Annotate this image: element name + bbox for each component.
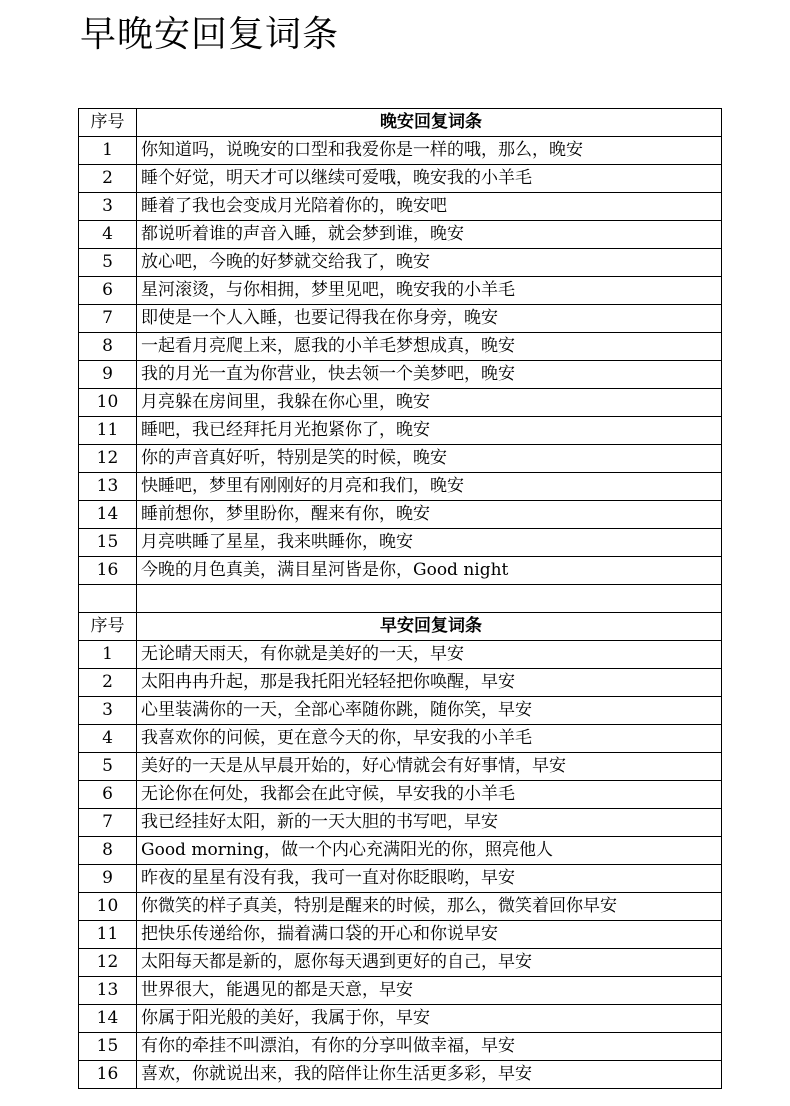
- row-text: 昨夜的星星有没有我，我可一直对你眨眼哟，早安: [137, 865, 722, 893]
- row-number: 3: [79, 193, 137, 221]
- table-row: [79, 753, 722, 781]
- table-row: [79, 977, 722, 1005]
- row-text: 放心吧，今晚的好梦就交给我了，晚安: [137, 249, 722, 277]
- page-title: 早晚安回复词条: [80, 14, 340, 55]
- index-column-header: 序号: [79, 109, 137, 137]
- row-text: Good morning，做一个内心充满阳光的你，照亮他人: [137, 837, 722, 865]
- row-text: 今晚的月色真美，满目星河皆是你，Good night: [137, 557, 722, 585]
- table-row: [79, 865, 722, 893]
- content-column-header: 晚安回复词条: [137, 109, 722, 137]
- table-row: [79, 249, 722, 277]
- table-row: [79, 221, 722, 249]
- row-number: 11: [79, 417, 137, 445]
- row-number: 9: [79, 361, 137, 389]
- table-row: [79, 473, 722, 501]
- table-row: [79, 809, 722, 837]
- row-number: 5: [79, 249, 137, 277]
- row-text: 世界很大，能遇见的都是天意，早安: [137, 977, 722, 1005]
- row-text: 把快乐传递给你，揣着满口袋的开心和你说早安: [137, 921, 722, 949]
- blank-row: [79, 585, 722, 613]
- row-number: 11: [79, 921, 137, 949]
- blank-cell: [137, 585, 722, 613]
- row-text: 月亮哄睡了星星，我来哄睡你，晚安: [137, 529, 722, 557]
- row-text: 睡个好觉，明天才可以继续可爱哦，晚安我的小羊毛: [137, 165, 722, 193]
- table-row: [79, 641, 722, 669]
- row-text: 你的声音真好听，特别是笑的时候，晚安: [137, 445, 722, 473]
- index-column-header: 序号: [79, 613, 137, 641]
- table-row: [79, 277, 722, 305]
- row-text: 我的月光一直为你营业，快去领一个美梦吧，晚安: [137, 361, 722, 389]
- row-number: 4: [79, 221, 137, 249]
- table-row: [79, 697, 722, 725]
- row-number: 13: [79, 473, 137, 501]
- row-text: 太阳冉冉升起，那是我托阳光轻轻把你唤醒，早安: [137, 669, 722, 697]
- row-number: 6: [79, 277, 137, 305]
- table-row: [79, 557, 722, 585]
- row-text: 无论你在何处，我都会在此守候，早安我的小羊毛: [137, 781, 722, 809]
- table-row: [79, 165, 722, 193]
- row-text: 喜欢，你就说出来，我的陪伴让你生活更多彩，早安: [137, 1061, 722, 1089]
- row-text: 月亮躲在房间里，我躲在你心里，晚安: [137, 389, 722, 417]
- table-row: [79, 725, 722, 753]
- row-number: 3: [79, 697, 137, 725]
- row-number: 13: [79, 977, 137, 1005]
- row-number: 5: [79, 753, 137, 781]
- row-number: 10: [79, 389, 137, 417]
- table-body: [79, 109, 722, 1089]
- row-number: 1: [79, 641, 137, 669]
- table-row: [79, 389, 722, 417]
- row-number: 8: [79, 333, 137, 361]
- table-row: [79, 137, 722, 165]
- row-text: 都说听着谁的声音入睡，就会梦到谁，晚安: [137, 221, 722, 249]
- row-text: 睡吧，我已经拜托月光抱紧你了，晚安: [137, 417, 722, 445]
- row-number: 14: [79, 501, 137, 529]
- row-text: 美好的一天是从早晨开始的，好心情就会有好事情，早安: [137, 753, 722, 781]
- row-text: 即使是一个人入睡，也要记得我在你身旁，晚安: [137, 305, 722, 333]
- row-text: 无论晴天雨天，有你就是美好的一天，早安: [137, 641, 722, 669]
- table-row: [79, 893, 722, 921]
- row-text: 星河滚烫，与你相拥，梦里见吧，晚安我的小羊毛: [137, 277, 722, 305]
- section-header-row: [79, 109, 722, 137]
- table-row: [79, 837, 722, 865]
- table-row: [79, 1061, 722, 1089]
- row-number: 2: [79, 669, 137, 697]
- row-number: 9: [79, 865, 137, 893]
- row-text: 我已经挂好太阳，新的一天大胆的书写吧，早安: [137, 809, 722, 837]
- greetings-table: [78, 108, 722, 1089]
- row-text: 我喜欢你的问候，更在意今天的你，早安我的小羊毛: [137, 725, 722, 753]
- row-number: 7: [79, 809, 137, 837]
- row-number: 12: [79, 445, 137, 473]
- content-column-header: 早安回复词条: [137, 613, 722, 641]
- row-text: 你属于阳光般的美好，我属于你，早安: [137, 1005, 722, 1033]
- row-number: 2: [79, 165, 137, 193]
- table-row: [79, 669, 722, 697]
- table-row: [79, 529, 722, 557]
- row-number: 6: [79, 781, 137, 809]
- table-row: [79, 1033, 722, 1061]
- row-number: 10: [79, 893, 137, 921]
- table-row: [79, 361, 722, 389]
- section-header-row: [79, 613, 722, 641]
- row-number: 12: [79, 949, 137, 977]
- table-row: [79, 781, 722, 809]
- table-row: [79, 1005, 722, 1033]
- row-number: 16: [79, 1061, 137, 1089]
- row-text: 睡着了我也会变成月光陪着你的，晚安吧: [137, 193, 722, 221]
- row-number: 7: [79, 305, 137, 333]
- table-row: [79, 305, 722, 333]
- row-number: 4: [79, 725, 137, 753]
- row-number: 14: [79, 1005, 137, 1033]
- row-number: 15: [79, 529, 137, 557]
- row-number: 8: [79, 837, 137, 865]
- row-number: 16: [79, 557, 137, 585]
- row-number: 1: [79, 137, 137, 165]
- table-row: [79, 501, 722, 529]
- table-row: [79, 417, 722, 445]
- row-number: 15: [79, 1033, 137, 1061]
- row-text: 你知道吗，说晚安的口型和我爱你是一样的哦，那么，晚安: [137, 137, 722, 165]
- row-text: 太阳每天都是新的，愿你每天遇到更好的自己，早安: [137, 949, 722, 977]
- table-row: [79, 445, 722, 473]
- table-row: [79, 949, 722, 977]
- row-text: 有你的牵挂不叫漂泊，有你的分享叫做幸福，早安: [137, 1033, 722, 1061]
- blank-cell: [79, 585, 137, 613]
- table-row: [79, 333, 722, 361]
- row-text: 一起看月亮爬上来，愿我的小羊毛梦想成真，晚安: [137, 333, 722, 361]
- table-row: [79, 193, 722, 221]
- row-text: 快睡吧，梦里有刚刚好的月亮和我们，晚安: [137, 473, 722, 501]
- row-text: 你微笑的样子真美，特别是醒来的时候，那么，微笑着回你早安: [137, 893, 722, 921]
- row-text: 睡前想你，梦里盼你，醒来有你，晚安: [137, 501, 722, 529]
- row-text: 心里装满你的一天，全部心率随你跳，随你笑，早安: [137, 697, 722, 725]
- table-row: [79, 921, 722, 949]
